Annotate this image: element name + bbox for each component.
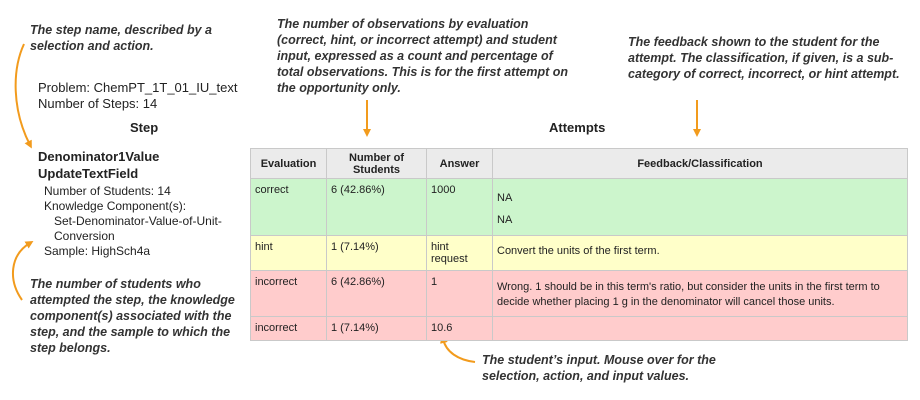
attempts-heading: Attempts bbox=[549, 120, 606, 135]
row-answer[interactable]: 1000 bbox=[427, 179, 493, 236]
row-evaluation: incorrect bbox=[251, 317, 327, 341]
row-evaluation: hint bbox=[251, 236, 327, 271]
problem-info bbox=[38, 80, 237, 112]
kc-name-line1: Set-Denominator-Value-of-Unit- bbox=[54, 214, 222, 228]
row-feedback bbox=[493, 236, 908, 271]
row-evaluation: correct bbox=[251, 179, 327, 236]
row-count: 6 (42.86%) bbox=[327, 271, 427, 317]
row-evaluation: incorrect bbox=[251, 271, 327, 317]
table-row bbox=[251, 236, 908, 271]
step-details bbox=[38, 148, 248, 259]
row-feedback bbox=[493, 179, 908, 236]
step-count: Number of Steps: 14 bbox=[38, 96, 158, 111]
observations-annotation: The number of observations by evaluation (correct, hint, or incorrect attempt) and student input, expressed as a count and percentage of total observations. This is for the first attempt on the opportunity only. bbox=[277, 17, 569, 95]
row-answer[interactable]: 10.6 bbox=[427, 317, 493, 341]
row-answer[interactable]: 1 bbox=[427, 271, 493, 317]
table-header-row bbox=[251, 149, 908, 179]
row-answer[interactable]: hint request bbox=[427, 236, 493, 271]
row-count: 6 (42.86%) bbox=[327, 179, 427, 236]
input-annotation: The student’s input. Mouse over for the selection, action, and input values. bbox=[482, 353, 716, 383]
row-count: 1 (7.14%) bbox=[327, 236, 427, 271]
feedback-line: Convert the units of the first term. bbox=[497, 245, 660, 257]
attempts-table bbox=[250, 148, 908, 341]
feedback-line: decide whether placing 1 g in the denominator will cancel those units. bbox=[497, 296, 835, 308]
header-evaluation[interactable]: Evaluation bbox=[251, 149, 327, 179]
step-name-arrow bbox=[16, 44, 30, 145]
table-row bbox=[251, 179, 908, 236]
feedback-line: NA bbox=[497, 192, 513, 204]
feedback-line: Wrong. 1 should be in this term's ratio, but consider the units in the first term to bbox=[497, 281, 880, 293]
header-answer[interactable]: Answer bbox=[427, 149, 493, 179]
feedback-line: NA bbox=[497, 214, 513, 226]
step-selection: Denominator1Value bbox=[38, 149, 160, 164]
problem-name: Problem: ChemPT_1T_01_IU_text bbox=[38, 80, 238, 95]
row-count: 1 (7.14%) bbox=[327, 317, 427, 341]
feedback-annotation: The feedback shown to the student for the attempt. The classification, if given, is a sub-category of correct, incorrect, or hint attempt. bbox=[628, 35, 900, 81]
header-number-line2: Students bbox=[352, 163, 401, 176]
table-row bbox=[251, 271, 908, 317]
header-number-line1: Number of bbox=[349, 151, 404, 164]
step-metadata bbox=[44, 184, 248, 259]
sample-name: Sample: HighSch4a bbox=[44, 244, 151, 258]
header-number-of-students[interactable] bbox=[327, 149, 427, 179]
kc-name-line2: Conversion bbox=[54, 229, 115, 243]
students-arrow bbox=[13, 243, 30, 300]
input-arrow bbox=[443, 339, 475, 362]
table-row bbox=[251, 317, 908, 341]
students-annotation: The number of students who attempted the step, the knowledge component(s) associated with the step, and the sample to which the step belongs. bbox=[30, 277, 235, 355]
student-count: Number of Students: 14 bbox=[44, 184, 171, 198]
step-action: UpdateTextField bbox=[38, 166, 139, 181]
row-feedback bbox=[493, 271, 908, 317]
kc-label: Knowledge Component(s): bbox=[44, 199, 187, 213]
row-feedback bbox=[493, 317, 908, 341]
step-heading: Step bbox=[130, 120, 159, 135]
header-feedback[interactable]: Feedback/Classification bbox=[493, 149, 908, 179]
step-name-annotation: The step name, described by a selection and action. bbox=[30, 23, 213, 53]
